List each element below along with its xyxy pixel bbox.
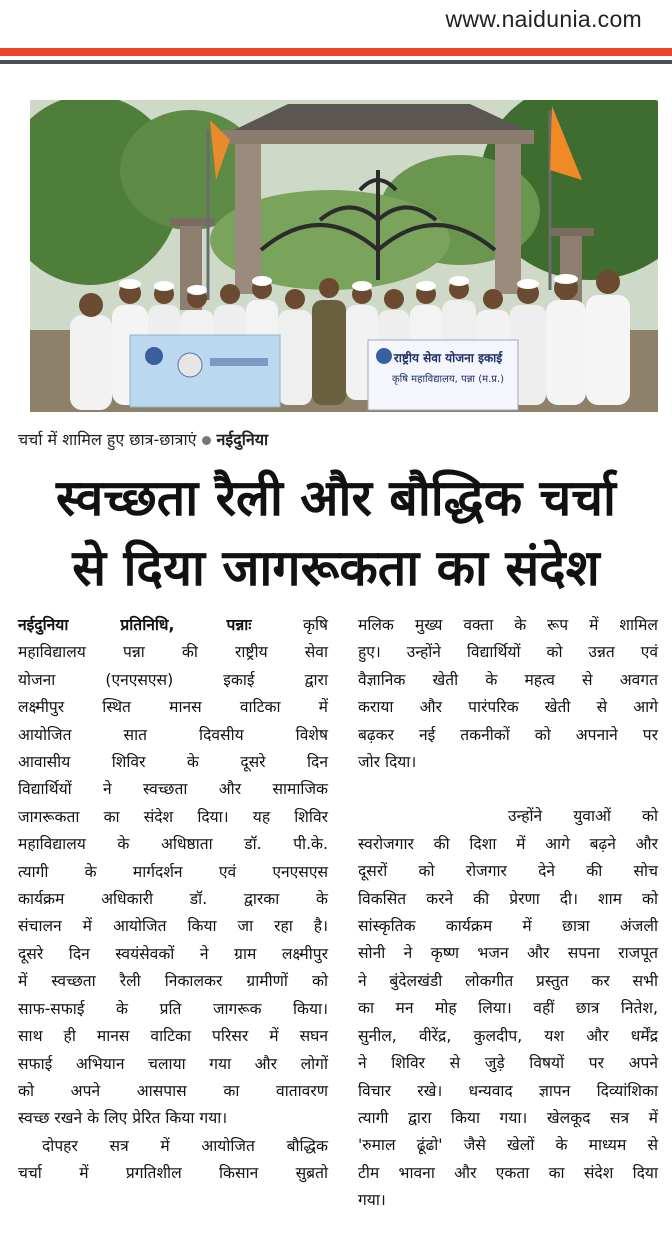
article-line: को अपने आसपास का वातावरण [18,1081,328,1100]
article-line: साथ ही मानस वाटिका परिसर में सघन [18,1027,328,1046]
article-line: विकसित करने की प्रेरणा दी। शाम को [358,889,658,908]
article-line: में स्वच्छता रैली निकालकर ग्रामीणों को [18,972,328,991]
paragraph-gap [358,776,658,803]
article-line: सफाई अभियान चलाया गया और लोगों [18,1054,328,1073]
article-line: आयोजित सात दिवसीय विशेष [18,725,328,744]
banner-right-line2: कृषि महाविद्यालय, पन्ना (म.प्र.) [391,374,505,385]
group-photo-illustration [30,100,658,412]
article-text: कृषि [302,616,328,634]
article-line: महाविद्यालय के अधिष्ठाता डॉ. पी.के. [18,835,328,854]
article-line: योजना (एनएसएस) इकाई द्वारा [18,670,328,689]
article-line: त्यागी द्वारा किया गया। खेलकूद सत्र में [358,1108,658,1127]
article-line: वैज्ञानिक खेती के महत्व से अवगत [358,670,658,689]
article-line: गया। [358,1191,386,1210]
article-line: कार्यक्रम अधिकारी डॉ. द्वारका के [18,890,328,909]
article-line: दूसरों को रोजगार देने की सोच [358,862,658,881]
article-line: उन्होंने युवाओं को [508,807,658,826]
article-line: का मन मोह लिया। वहीं छात्र नितेश, [358,999,658,1018]
article-line: टीम भावना और एकता का संदेश दिया [358,1163,658,1182]
article-line: बढ़कर नई तकनीकों को अपनाने पर [358,725,658,744]
news-photo [30,100,658,412]
article-line: आवासीय शिविर के दूसरे दिन [18,753,328,772]
article-line: दोपहर सत्र में आयोजित बौद्धिक [42,1136,328,1155]
article-column-left [18,612,328,1188]
article-line: विद्यार्थियों ने स्वच्छता और सामाजिक [18,780,328,799]
masthead [0,0,672,70]
article-line: साफ-सफाई के प्रति जागरूक किया। [18,999,328,1018]
article-line: सांस्कृतिक कार्यक्रम में छात्रा अंजली [358,917,658,936]
photo-caption [18,428,268,450]
article-line: जोर दिया। [358,753,417,772]
article-line: ने बुंदेलखंडी लोकगीत प्रस्तुत कर सभी [358,971,658,990]
dark-rule [0,60,672,64]
article-line: त्यागी के मार्गदर्शन एवं एनएसएस [18,862,328,881]
article-line: संचालन में आयोजित किया जा रहा है। [18,917,328,936]
site-url[interactable]: www.naidunia.com [445,6,642,32]
article-line: विचार रखे। धन्यवाद ज्ञापन दिव्यांशिका [358,1081,658,1100]
article-line: हुए। उन्होंने विद्यार्थियों को उन्नत एवं [358,643,658,662]
article-line: महाविद्यालय पन्ना की राष्ट्रीय सेवा [18,643,328,662]
byline: नईदुनिया प्रतिनिधि, पन्नाः [18,616,252,634]
caption-text: चर्चा में शामिल हुए छात्र-छात्राएं [18,430,197,449]
headline-line1: स्वच्छता रैली और बौद्धिक चर्चा [56,469,616,527]
article-line: ने शिविर से जुड़े विषयों पर अपने [358,1054,658,1073]
headline-line2: से दिया जागरूकता का संदेश [72,539,600,597]
banner-right-line1: राष्ट्रीय सेवा योजना इकाई [393,351,503,365]
article-line: सोनी ने कृष्ण भजन और सपना राजपूत [358,944,658,963]
caption-credit: नईदुनिया [216,430,269,449]
article-line: मलिक मुख्य वक्ता के रूप में शामिल [358,616,658,634]
article-line: कराया और पारंपरिक खेती से आगे [358,698,658,717]
article-line: जागरूकता का संदेश दिया। यह शिविर [18,807,328,826]
article-column-right [358,612,658,1215]
article-line: 'रुमाल ढूंढो' जैसे खेलों के माध्यम से [358,1136,658,1155]
article-line: सुनील, वीरेंद्र, कुलदीप, यश और धर्मेंद्र [358,1026,658,1045]
bullet-icon [202,436,211,445]
article-line: स्वरोजगार की दिशा में आगे बढ़ने और [358,834,658,853]
red-rule [0,48,672,56]
article-line [18,612,328,639]
article-line: दूसरे दिन स्वयंसेवकों ने ग्राम लक्ष्मीपुर [18,944,328,963]
article-line: स्वच्छ रखने के लिए प्रेरित किया गया। [18,1109,228,1128]
article-line: चर्चा में प्रगतिशील किसान सुब्रतो [18,1164,328,1183]
article-line: लक्ष्मीपुर स्थित मानस वाटिका में [18,698,328,717]
